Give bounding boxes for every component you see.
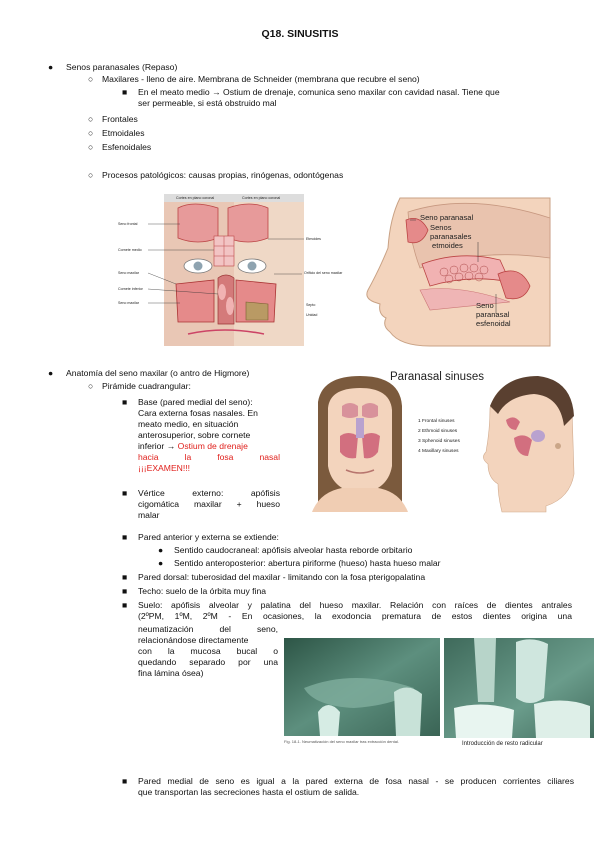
base-line-1: Base (pared medial del seno):	[138, 397, 253, 407]
pared-medial-block	[138, 776, 574, 798]
label-seno-paranasal: Seno paranasal	[420, 213, 474, 222]
suelo-line-3: neumatización del seno,	[138, 624, 278, 634]
suelo-line-6: quedando separado por una	[138, 657, 278, 667]
base-inferior: inferior →	[138, 441, 178, 451]
etmoidales-item: Etmoidales	[102, 128, 145, 138]
label-esfenoidal-1: Seno	[476, 301, 494, 310]
coronal-label-r1: Etmoides	[306, 237, 321, 241]
paranasal-sinuses-figure	[302, 366, 588, 512]
bullet-l2: ○	[88, 114, 94, 124]
coronal-label-r2: Orificio del seno maxilar	[304, 271, 343, 275]
coronal-label-3: Seno maxilar	[118, 271, 139, 275]
legend-maxillary: 4 Maxillary sinuses	[418, 449, 459, 454]
base-line-5	[138, 441, 280, 452]
xray-image-right	[444, 638, 594, 738]
frontales-item: Frontales	[102, 114, 138, 124]
document-title: Q18. SINUSITIS	[261, 28, 339, 40]
suelo-wrap-block	[138, 624, 278, 679]
xray-image-left	[284, 638, 440, 736]
suelo-block	[138, 600, 572, 622]
suelo-line-2: (2ºPM, 1ºM, 2ºM - En ocasiones, la exodoncia prematura de estos dientes origina una	[138, 611, 572, 621]
label-etmoides-3: etmoides	[432, 241, 463, 250]
coronal-header-left: Cortes en plano coronal	[176, 196, 215, 200]
bullet-l3: ■	[122, 776, 128, 786]
pared-medial-line-1: Pared medial de seno es igual a la pared externa de fosa nasal - se producen corrientes ciliares	[138, 776, 574, 786]
examen-text: ¡¡¡EXAMEN!!!	[138, 463, 191, 473]
label-etmoides-1: Senos	[430, 223, 452, 232]
bullet-l3: ■	[122, 488, 128, 498]
coronal-label-r4: Unidad	[306, 313, 318, 317]
coronal-label-1: Seno frontal	[118, 222, 138, 226]
maxilares-item: Maxilares - lleno de aire. Membrana de Schneider (membrana que recubre el seno)	[102, 74, 420, 84]
legend-frontal: 1 Frontal sinuses	[418, 419, 455, 424]
legend-sphenoid: 3 Sphenoid sinuses	[418, 439, 460, 444]
vertice-line-1: Vértice externo: apófisis	[138, 488, 280, 498]
base-block	[138, 397, 280, 474]
bullet-l1: ●	[48, 368, 54, 378]
pared-dorsal-item: Pared dorsal: tuberosidad del maxilar - limitando con la fosa pterigopalatina	[138, 572, 426, 582]
xray-caption-right: Introducción de resto radicular	[462, 741, 543, 747]
bullet-l3: ■	[122, 397, 128, 407]
meato-line-2: ser permeable, si está obstruido mal	[138, 98, 277, 108]
procesos-item: Procesos patológicos: causas propias, rinógenas, odontógenas	[102, 170, 344, 180]
sentido-anteroposterior: Sentido anteroposterior: abertura piriforme (hueso) hasta hueso malar	[174, 558, 441, 568]
piramide-item: Pirámide cuadrangular:	[102, 381, 191, 391]
suelo-line-7: fina lámina ósea)	[138, 668, 204, 678]
xray-caption-left: Fig. 18-1. Neumatización del seno maxilar tras extracción dental.	[284, 739, 399, 744]
bullet-l1: ●	[48, 62, 54, 72]
coronal-sinus-figure	[118, 194, 343, 346]
bullet-l3: ■	[122, 532, 128, 542]
sentido-caudocraneal: Sentido caudocraneal: apófisis alveolar hasta reborde orbitario	[174, 545, 413, 555]
vertice-line-2: cigomática maxilar + hueso	[138, 499, 280, 509]
bullet-l2: ○	[88, 142, 94, 152]
coronal-label-2: Cornete medio	[118, 248, 142, 252]
bullet-l3: ■	[122, 586, 128, 596]
vertice-block	[138, 488, 280, 521]
bullet-l4: ●	[158, 558, 164, 568]
coronal-label-r3: Septo	[306, 303, 316, 307]
bullet-l3: ■	[122, 600, 128, 610]
coronal-label-5: Seno maxilar	[118, 301, 139, 305]
suelo-line-1: Suelo: apófisis alveolar y palatina del hueso maxilar. Relación con raíces de dientes antrales	[138, 600, 572, 610]
esfenoidales-item: Esfenoidales	[102, 142, 152, 152]
legend-ethmoid: 2 Ethmoid sinuses	[418, 429, 458, 434]
techo-item: Techo: suelo de la órbita muy fina	[138, 586, 267, 596]
bullet-l3: ■	[122, 87, 128, 97]
ostium-text-1: Ostium de drenaje	[177, 441, 248, 451]
base-line-3: meato medio, en situación	[138, 419, 239, 429]
sagittal-sinus-figure	[360, 198, 550, 346]
suelo-line-4: relacionándose directamente	[138, 635, 249, 645]
label-esfenoidal-3: esfenoidal	[476, 319, 511, 328]
anatomia-heading: Anatomía del seno maxilar (o antro de Higmore)	[66, 368, 250, 378]
coronal-label-4: Cornete inferior	[118, 287, 143, 291]
bullet-l2: ○	[88, 128, 94, 138]
meato-line-1: En el meato medio → Ostium de drenaje, comunica seno maxilar con cavidad nasal. Tiene que	[138, 87, 500, 97]
ostium-text-2: hacia la fosa nasal	[138, 452, 280, 462]
label-esfenoidal-2: paranasal	[476, 310, 510, 319]
bullet-l2: ○	[88, 170, 94, 180]
bullet-l2: ○	[88, 74, 94, 84]
bullet-l4: ●	[158, 545, 164, 555]
bullet-l3: ■	[122, 572, 128, 582]
base-line-4: anterosuperior, sobre cornete	[138, 430, 251, 440]
vertice-line-3: malar	[138, 510, 160, 520]
suelo-line-5: con la mucosa bucal o	[138, 646, 278, 656]
bullet-l2: ○	[88, 381, 94, 391]
base-line-2: Cara externa fosas nasales. En	[138, 408, 258, 418]
label-etmoides-2: paranasales	[430, 232, 472, 241]
pared-anterior-item: Pared anterior y externa se extiende:	[138, 532, 279, 542]
pared-medial-line-2: que transportan las secreciones hasta el ostium de salida.	[138, 787, 360, 797]
paranasal-title: Paranasal sinuses	[390, 371, 484, 383]
coronal-header-right: Cortes en plano coronal	[242, 196, 281, 200]
senos-heading: Senos paranasales (Repaso)	[66, 62, 178, 72]
